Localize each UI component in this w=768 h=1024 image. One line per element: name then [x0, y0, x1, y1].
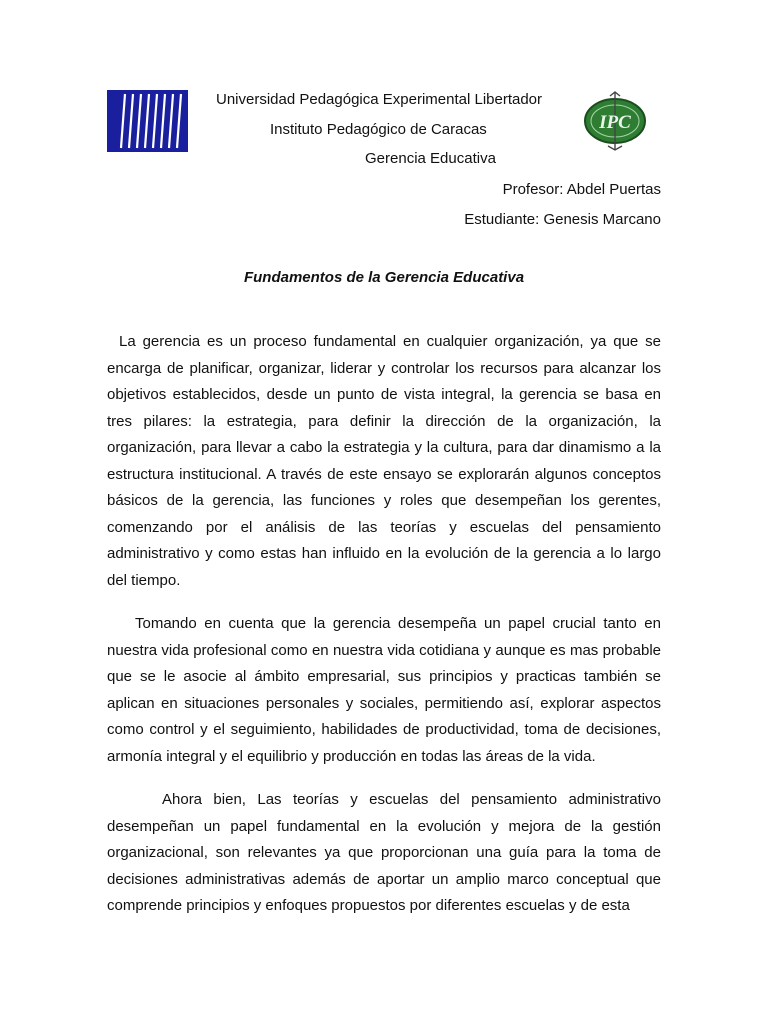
paragraph-3: Ahora bien, Las teorías y escuelas del pensamiento administrativo desempeñan un papel fundamental en la evolución y mejora de la gestión organizacional, son relevantes ya que proporcionan una guía para la toma de decisiones administrativas además de aportar un amplio marco conceptual que comprende principios y enfoques propuestos por diferentes escuelas y de esta — [107, 791, 661, 914]
paragraph-2: Tomando en cuenta que la gerencia desempeña un papel crucial tanto en nuestra vida profesional como en nuestra vida cotidiana y aunque es mas probable que se le asocie al ámbito empresarial, sus principios y practicas también se aplican en situaciones personales y sociales, permitiendo así, explorar aspectos como control y el seguimiento, habilidades de productividad, toma de decisiones, armonía integral y el equilibrio y producción en todas las áreas de la vida. — [107, 615, 661, 765]
ipc-logo-icon — [570, 90, 660, 152]
document-body — [107, 329, 661, 920]
subject-name: Gerencia Educativa — [365, 150, 496, 167]
professor-line: Profesor: Abdel Puertas — [502, 181, 661, 198]
upel-logo-icon — [107, 90, 188, 152]
university-name: Universidad Pedagógica Experimental Libertador — [216, 91, 543, 108]
paragraph-1: La gerencia es un proceso fundamental en cualquier organización, ya que se encarga de planificar, organizar, liderar y controlar los recursos para alcanzar los objetivos establecidos, desde un punto de vista integral, la gerencia se basa en tres pilares: la estrategia, para definir la dirección de la organización, la organización, para llevar a cabo la estrategia y la cultura, para dar dinamismo a la estructura institucional. A través de este ensayo se explorarán algunos conceptos básicos de la gerencia, las funciones y roles que desempeñan los gerentes, comenzando por el análisis de las teorías y escuelas del pensamiento administrativo y como estas han influido en la evolución de la gerencia a lo largo del tiempo. — [107, 333, 661, 589]
institute-name: Instituto Pedagógico de Caracas — [270, 121, 487, 138]
student-line: Estudiante: Genesis Marcano — [464, 211, 661, 228]
document-title: Fundamentos de la Gerencia Educativa — [243, 269, 525, 286]
svg-text:IPC: IPC — [599, 112, 631, 133]
